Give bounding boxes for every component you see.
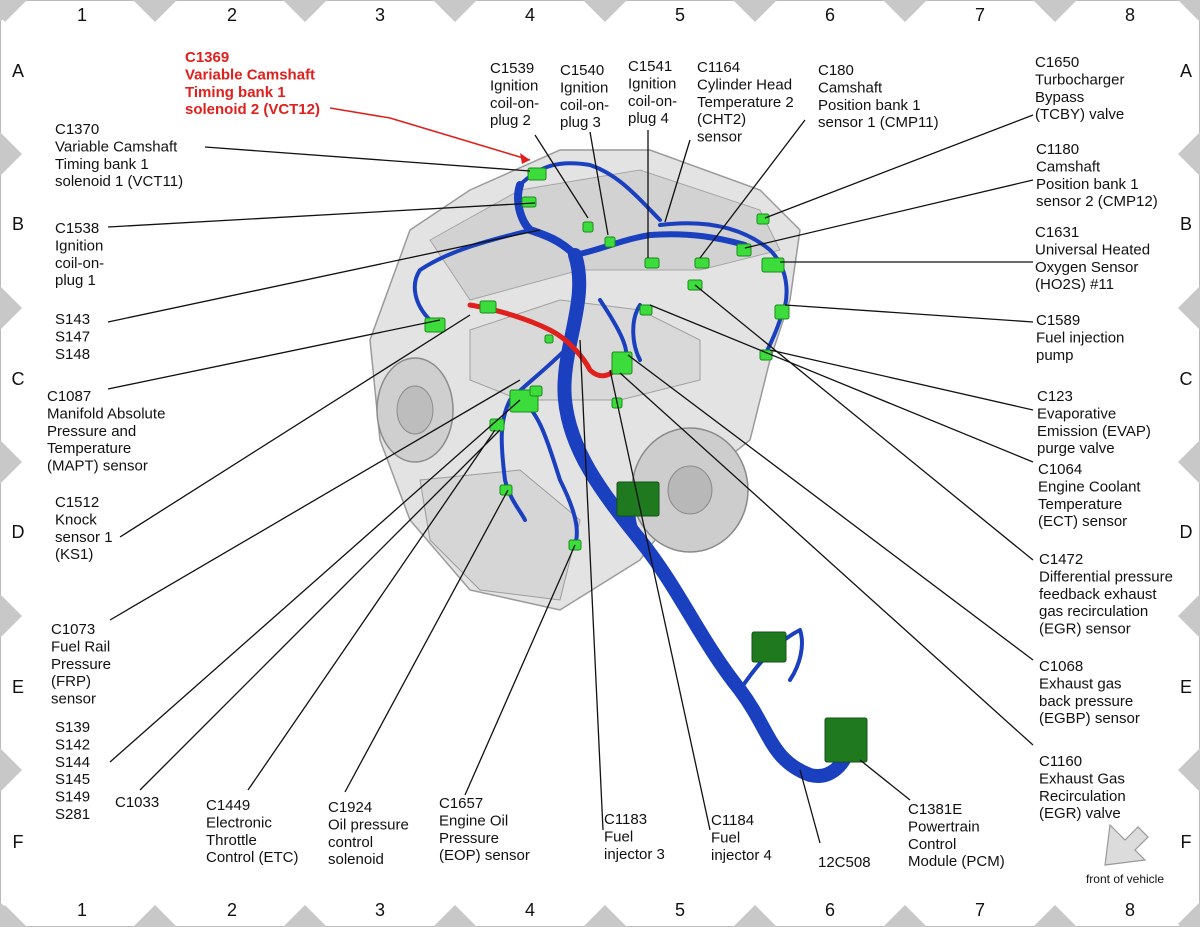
connector (825, 718, 867, 762)
callout-label-c1538 (55, 220, 104, 289)
grid-column-label: 1 (76, 5, 88, 25)
connector (762, 258, 784, 272)
callout-label-c1160 (1039, 753, 1126, 822)
callout-line: C1650 (1035, 54, 1080, 71)
callout-line: C1033 (115, 794, 160, 811)
callout-line: solenoid (328, 851, 384, 869)
callout-label-c1184 (711, 812, 772, 864)
frame-triangle (1178, 748, 1200, 792)
connector (752, 632, 786, 662)
leader-line (785, 305, 1033, 322)
callout-line: back pressure (1039, 692, 1134, 710)
callout-label-s139 (55, 719, 90, 823)
frame-triangle (1178, 594, 1200, 638)
frame-triangle (283, 905, 327, 927)
callout-line: Temperature 2 (697, 93, 794, 111)
front-of-vehicle-text: front of vehicle (1085, 872, 1165, 886)
callout-line: coil-on- (55, 254, 105, 272)
callout-line: Fuel (711, 829, 741, 847)
callout-line: injector 4 (711, 846, 772, 864)
callout-line: Fuel injection (1036, 329, 1125, 347)
callout-line: C1087 (47, 388, 92, 405)
grid-row-label: C (1179, 369, 1193, 389)
callout-line: Control (ETC) (206, 849, 299, 867)
callout-line: Pressure (439, 829, 500, 847)
frame-triangle (883, 0, 927, 22)
callout-line: (EGBP) sensor (1039, 710, 1140, 728)
callout-line: sensor (697, 128, 743, 146)
grid-column-label: 2 (226, 900, 238, 920)
callout-label-c1589 (1036, 312, 1124, 364)
frame-triangle (0, 902, 22, 927)
callout-label-c1369 (185, 49, 320, 118)
callout-line: C1589 (1036, 312, 1081, 329)
grid-column-label: 6 (824, 900, 836, 920)
callout-label-c1631 (1035, 224, 1150, 293)
callout-line: Universal Heated (1035, 241, 1151, 259)
grid-column-label: 8 (1124, 5, 1136, 25)
grid-row-label: D (1179, 522, 1193, 542)
callout-line: Cylinder Head (697, 76, 793, 94)
callout-label-c1370 (55, 121, 183, 190)
frame-triangle (0, 132, 22, 176)
callout-line: S148 (55, 345, 91, 363)
grid-column-label: 8 (1124, 900, 1136, 920)
callout-label-c1449 (206, 797, 299, 866)
connector (757, 214, 769, 224)
callout-label-c1512 (55, 494, 113, 563)
callout-label-c1033 (115, 794, 159, 811)
callout-line: C1064 (1038, 461, 1083, 478)
connector (480, 301, 496, 313)
callout-line: C1538 (55, 220, 100, 237)
callout-line: C1184 (711, 812, 755, 829)
callout-line: C1180 (1036, 141, 1080, 158)
callout-line: Ignition (560, 79, 609, 97)
frame-triangle (583, 905, 627, 927)
callout-line: control (328, 833, 374, 851)
callout-line: injector 3 (604, 845, 665, 863)
callout-line: (EGR) sensor (1039, 620, 1131, 638)
frame-triangle (433, 905, 477, 927)
callout-line: Manifold Absolute (47, 405, 166, 423)
callout-line: plug 2 (490, 112, 531, 130)
grid-column-label: 4 (524, 900, 536, 920)
callout-line: C1541 (628, 58, 673, 75)
callout-line: sensor 2 (CMP12) (1036, 193, 1158, 211)
callout-line: solenoid 2 (VCT12) (185, 101, 321, 119)
callout-label-c1657 (439, 795, 530, 864)
callout-line: C1472 (1039, 551, 1084, 568)
callout-line: pump (1036, 346, 1074, 364)
frame-triangle (0, 594, 22, 638)
callout-line: (MAPT) sensor (47, 457, 148, 475)
callout-line: Turbocharger (1035, 71, 1125, 89)
callout-line: Timing bank 1 (55, 155, 149, 173)
callout-line: (CHT2) (697, 111, 747, 129)
grid-column-label: 6 (824, 5, 836, 25)
callout-line: C123 (1037, 388, 1073, 405)
grid-row-label: B (11, 214, 25, 234)
callout-line: 12C508 (818, 854, 871, 871)
connector (425, 318, 445, 332)
callout-label-c1180 (1036, 141, 1158, 210)
frame-triangle (283, 0, 327, 22)
callout-line: Position bank 1 (1036, 175, 1139, 193)
callout-line: Oil pressure (328, 816, 409, 834)
callout-line: S143 (55, 311, 91, 328)
callout-label-c1540 (560, 62, 609, 131)
grid-row-label: A (1179, 61, 1193, 81)
callout-line: (EOP) sensor (439, 847, 530, 865)
callout-line: Exhaust Gas (1039, 770, 1125, 788)
callout-line: plug 4 (628, 110, 669, 128)
callout-label-c1068 (1039, 658, 1140, 727)
callout-label-c1064 (1038, 461, 1141, 530)
connector (530, 386, 542, 396)
callout-line: gas recirculation (1039, 603, 1149, 621)
callout-line: C1164 (697, 59, 741, 76)
callout-line: plug 3 (560, 114, 601, 132)
callout-label-c1472 (1039, 551, 1173, 638)
callout-label-12c508 (818, 854, 871, 871)
leader-line (860, 760, 910, 800)
leader-line (248, 430, 495, 790)
grid-row-label: E (1179, 677, 1193, 697)
callout-line: Position bank 1 (818, 96, 921, 114)
grid-column-label: 5 (674, 5, 686, 25)
leader-line (745, 180, 1033, 248)
leader-line (140, 430, 500, 790)
callout-line: Variable Camshaft (55, 138, 178, 156)
frame-triangle (883, 905, 927, 927)
callout-line: Fuel (604, 828, 634, 846)
callout-label-c1087 (47, 388, 165, 475)
grid-column-label: 7 (974, 5, 986, 25)
callout-line: C1449 (206, 797, 251, 814)
leader-line (770, 350, 1033, 410)
frame-triangle (1178, 902, 1200, 927)
frame-triangle (583, 0, 627, 22)
frame-triangle (133, 905, 177, 927)
callout-line: Ignition (628, 75, 677, 93)
grid-row-label: E (11, 677, 25, 697)
connector (645, 258, 659, 268)
callout-line: Engine Oil (439, 812, 509, 830)
callout-line: S144 (55, 753, 91, 771)
callout-label-c1539 (490, 60, 539, 129)
connector (640, 305, 652, 315)
frame-triangle (1033, 905, 1077, 927)
connector (583, 222, 593, 232)
callout-line: S142 (55, 736, 91, 754)
grid-column-label: 7 (974, 900, 986, 920)
callout-line: C1073 (51, 621, 96, 638)
callout-line: solenoid 1 (VCT11) (55, 173, 184, 191)
connector (545, 335, 553, 343)
callout-line: C1381E (908, 801, 963, 818)
callout-line: Camshaft (818, 79, 883, 97)
callout-line: S139 (55, 719, 91, 736)
callout-line: (KS1) (55, 546, 94, 564)
callout-label-c180 (818, 62, 939, 131)
front-of-vehicle-indicator (1086, 825, 1164, 886)
frame-triangle (1178, 0, 1200, 22)
grid-column-label: 4 (524, 5, 536, 25)
callout-line: C1540 (560, 62, 605, 79)
callout-line: C1539 (490, 60, 535, 77)
connector (522, 197, 536, 207)
frame-triangle (1178, 132, 1200, 176)
callout-line: Knock (55, 511, 97, 529)
frame-triangle (0, 748, 22, 792)
callout-line: Ignition (55, 237, 104, 255)
callout-line: coil-on- (490, 94, 540, 112)
connector (605, 237, 615, 247)
callout-line: Evaporative (1037, 405, 1117, 423)
callout-line: Control (908, 835, 957, 853)
callout-line: (FRP) (51, 673, 91, 691)
callout-line: coil-on- (628, 92, 678, 110)
connector (737, 244, 751, 256)
callout-line: Throttle (206, 831, 257, 849)
callout-line: C1369 (185, 49, 230, 66)
grid-row-label: F (1180, 832, 1192, 852)
frame-triangle (133, 0, 177, 22)
callout-label-c1183 (604, 811, 665, 863)
frame-triangle (1178, 286, 1200, 330)
callout-line: C1512 (55, 494, 100, 511)
callout-line: plug 1 (55, 272, 96, 290)
callout-label-c1924 (328, 799, 409, 868)
grid-row-label: C (11, 369, 25, 389)
frame-triangle (733, 905, 777, 927)
callout-label-c1164 (697, 59, 794, 146)
callout-line: Fuel Rail (51, 638, 111, 656)
callout-line: S149 (55, 788, 91, 806)
callout-line: Electronic (206, 814, 272, 832)
callout-line: Oxygen Sensor (1035, 258, 1139, 276)
callout-line: Recirculation (1039, 787, 1126, 805)
grid-column-label: 3 (374, 5, 386, 25)
callout-label-c1541 (628, 58, 677, 127)
callout-line: C1657 (439, 795, 484, 812)
frame-triangle (0, 286, 22, 330)
leader-line (620, 373, 1033, 745)
callout-line: Exhaust gas (1039, 675, 1122, 693)
grid-column-label: 3 (374, 900, 386, 920)
callout-label-s143 (55, 311, 90, 363)
callout-line: S281 (55, 806, 91, 823)
callout-line: (EGR) valve (1039, 805, 1121, 823)
callout-line: C1068 (1039, 658, 1084, 675)
callout-label-c123 (1037, 388, 1151, 457)
connector (528, 168, 546, 180)
callout-line: sensor (51, 690, 97, 708)
callout-line: C1160 (1039, 753, 1083, 770)
arrow-down-left-icon (1105, 825, 1148, 865)
callout-line: Pressure and (47, 422, 137, 440)
callout-line: (ECT) sensor (1038, 513, 1128, 531)
callout-line: Variable Camshaft (185, 66, 316, 84)
callout-line: Ignition (490, 77, 539, 95)
grid-column-label: 1 (76, 900, 88, 920)
grid-column-label: 2 (226, 5, 238, 25)
leader-line (205, 147, 530, 171)
callout-line: C1924 (328, 799, 373, 816)
frame-triangle (733, 0, 777, 22)
leader-arrowhead-c1369 (520, 153, 530, 164)
callout-line: Module (PCM) (908, 853, 1005, 871)
callout-line: Bypass (1035, 88, 1085, 106)
callout-line: Differential pressure (1039, 568, 1173, 586)
connector (695, 258, 709, 268)
callout-line: Camshaft (1036, 158, 1101, 176)
frame-triangle (433, 0, 477, 22)
engine-illustration (370, 150, 800, 610)
callout-line: purge valve (1037, 440, 1115, 458)
callout-line: Temperature (47, 440, 132, 458)
callout-line: S147 (55, 328, 91, 346)
callout-label-c1381e (908, 801, 1005, 870)
frame-triangle (0, 440, 22, 484)
callout-line: (TCBY) valve (1035, 106, 1125, 124)
callout-line: C1183 (604, 811, 648, 828)
grid-row-label: D (11, 522, 25, 542)
callout-line: C1631 (1035, 224, 1080, 241)
callout-line: feedback exhaust (1039, 585, 1157, 603)
callout-line: Emission (EVAP) (1037, 422, 1151, 440)
callout-line: coil-on- (560, 96, 610, 114)
callout-line: sensor 1 (CMP11) (818, 114, 939, 132)
grid-row-label: A (11, 61, 25, 81)
callout-line: Temperature (1038, 495, 1123, 513)
callout-line: Engine Coolant (1038, 478, 1141, 496)
grid-row-label: B (1179, 214, 1193, 234)
callout-line: Pressure (51, 655, 112, 673)
grid-row-label: F (12, 832, 24, 852)
frame-triangle (1178, 440, 1200, 484)
callout-label-c1650 (1035, 54, 1125, 123)
grid-column-label: 5 (674, 900, 686, 920)
callout-line: (HO2S) #11 (1035, 276, 1114, 294)
connector (775, 305, 789, 319)
frame-triangle (1033, 0, 1077, 22)
callout-label-c1073 (51, 621, 111, 708)
callout-line: Timing bank 1 (185, 83, 286, 101)
callout-line: Powertrain (908, 818, 980, 836)
callout-line: sensor 1 (55, 528, 113, 546)
callout-line: S145 (55, 771, 91, 789)
callout-line: C180 (818, 62, 854, 79)
callout-line: C1370 (55, 121, 100, 138)
